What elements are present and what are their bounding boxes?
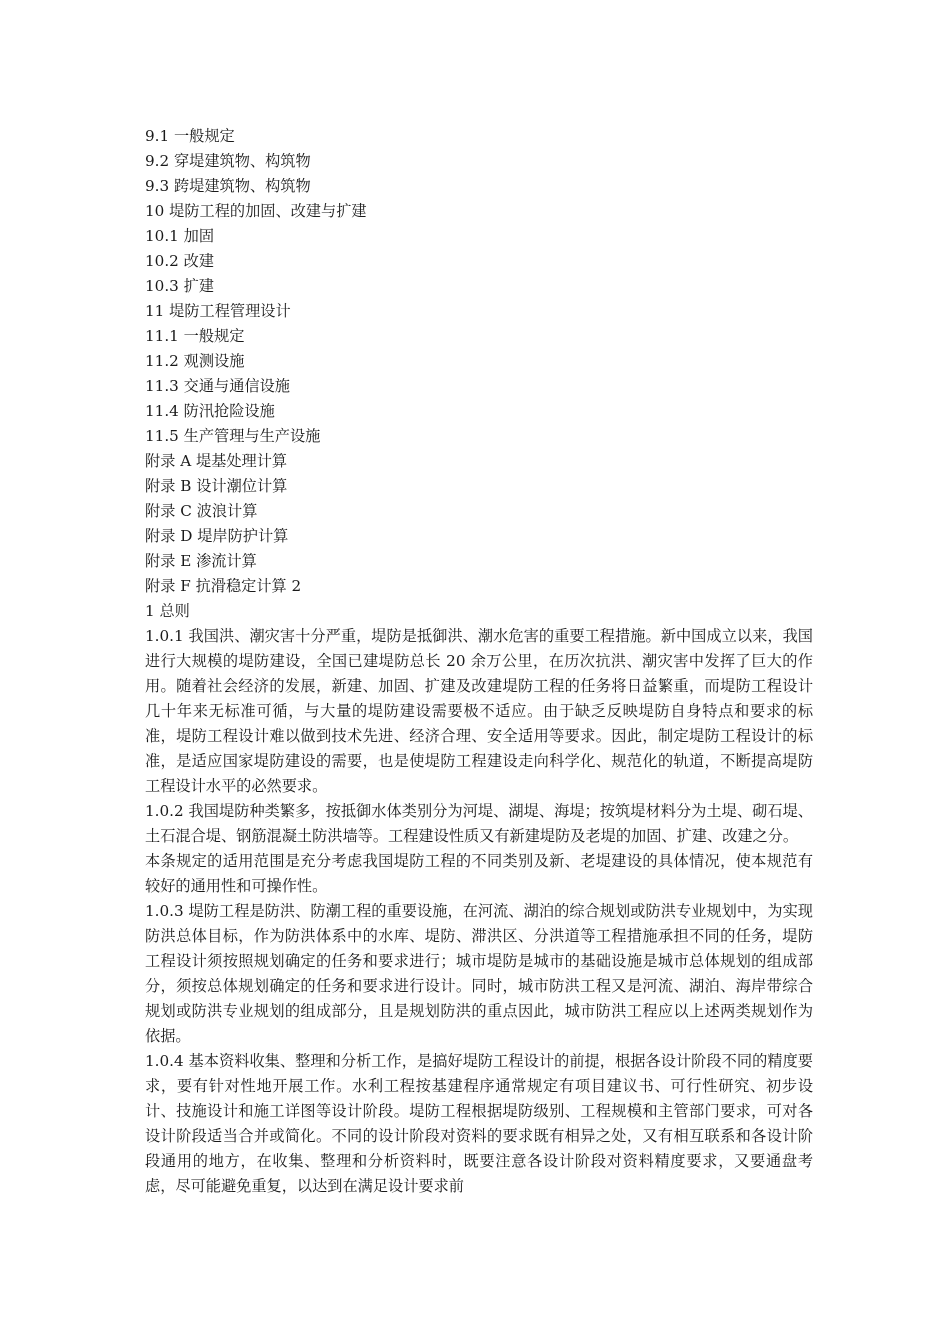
toc-entry: 11.2 观测设施 <box>145 352 245 370</box>
paragraph-1-0-1: 1.0.1 我国洪、潮灾害十分严重，堤防是抵御洪、潮水危害的重要工程措施。新中国成立以来，我国进行大规模的堤防建设，全国已建堤防总长 20 余万公里，在历次抗洪、潮灾害中发挥了巨大的作用。随着社会经济的发展，新建、加固、扩建及改建堤防工程的任务将日益繁重，而堤防工程设计几十年来无标准可循，与大量的堤防建设需要极不适应。由于缺乏反映堤防自身特点和要求的标准，堤防工程设计难以做到技术先进、经济合理、安全适用等要求。因此，制定堤防工程设计的标准，是适应国家堤防建设的需要，也是使堤防工程建设走向科学化、规范化的轨道，不断提高堤防工程设计水平的必然要求。 <box>145 627 813 795</box>
toc-entry: 附录 F 抗滑稳定计算 2 <box>145 577 302 595</box>
toc-entry: 附录 B 设计潮位计算 <box>145 477 288 495</box>
table-of-contents <box>145 124 813 599</box>
toc-entry: 9.1 一般规定 <box>145 127 235 145</box>
toc-entry: 11.5 生产管理与生产设施 <box>145 427 321 445</box>
toc-entry: 10 堤防工程的加固、改建与扩建 <box>145 202 367 220</box>
toc-entry: 9.2 穿堤建筑物、构筑物 <box>145 152 311 170</box>
toc-entry: 附录 E 渗流计算 <box>145 552 257 570</box>
toc-entry: 11.1 一般规定 <box>145 327 245 345</box>
toc-entry: 附录 D 堤岸防护计算 <box>145 527 289 545</box>
paragraph-1-0-3: 1.0.3 堤防工程是防洪、防潮工程的重要设施，在河流、湖泊的综合规划或防洪专业规划中，为实现防洪总体目标，作为防洪体系中的水库、堤防、滞洪区、分洪道等工程措施承担不同的任务，堤防工程设计须按照规划确定的任务和要求进行；城市堤防是城市的基础设施是城市总体规划的组成部分，须按总体规划确定的任务和要求进行设计。同时，城市防洪工程又是河流、湖泊、海岸带综合规划或防洪专业规划的组成部分，且是规划防洪的重点因此，城市防洪工程应以上述两类规划作为依据。 <box>145 902 813 1045</box>
toc-entry: 11.3 交通与通信设施 <box>145 377 290 395</box>
toc-entry: 9.3 跨堤建筑物、构筑物 <box>145 177 311 195</box>
toc-entry: 10.3 扩建 <box>145 277 215 295</box>
toc-entry: 10.2 改建 <box>145 252 215 270</box>
section-heading: 1 总则 <box>145 602 190 620</box>
document-body <box>145 124 813 1199</box>
toc-entry: 11 堤防工程管理设计 <box>145 302 291 320</box>
paragraph-1-0-2: 1.0.2 我国堤防种类繁多，按抵御水体类别分为河堤、湖堤、海堤；按筑堤材料分为土堤、砌石堤、土石混合堤、钢筋混凝土防洪墙等。工程建设性质又有新建堤防及老堤的加固、扩建、改建之分。 <box>145 802 813 845</box>
paragraph-1-0-4: 1.0.4 基本资料收集、整理和分析工作，是搞好堤防工程设计的前提，根据各设计阶段不同的精度要求，要有针对性地开展工作。水利工程按基建程序通常规定有项目建议书、可行性研究、初步设计、技施设计和施工详图等设计阶段。堤防工程根据堤防级别、工程规模和主管部门要求，可对各设计阶段适当合并或简化。不同的设计阶段对资料的要求既有相异之处，又有相互联系和各设计阶段通用的地方，在收集、整理和分析资料时，既要注意各设计阶段对资料精度要求，又要通盘考虑，尽可能避免重复，以达到在满足设计要求前 <box>145 1052 813 1195</box>
toc-entry: 附录 A 堤基处理计算 <box>145 452 288 470</box>
toc-entry: 11.4 防汛抢险设施 <box>145 402 275 420</box>
toc-entry: 10.1 加固 <box>145 227 215 245</box>
paragraph-scope-note: 本条规定的适用范围是充分考虑我国堤防工程的不同类别及新、老堤建设的具体情况，使本规范有较好的通用性和可操作性。 <box>145 852 813 895</box>
toc-entry: 附录 C 波浪计算 <box>145 502 258 520</box>
